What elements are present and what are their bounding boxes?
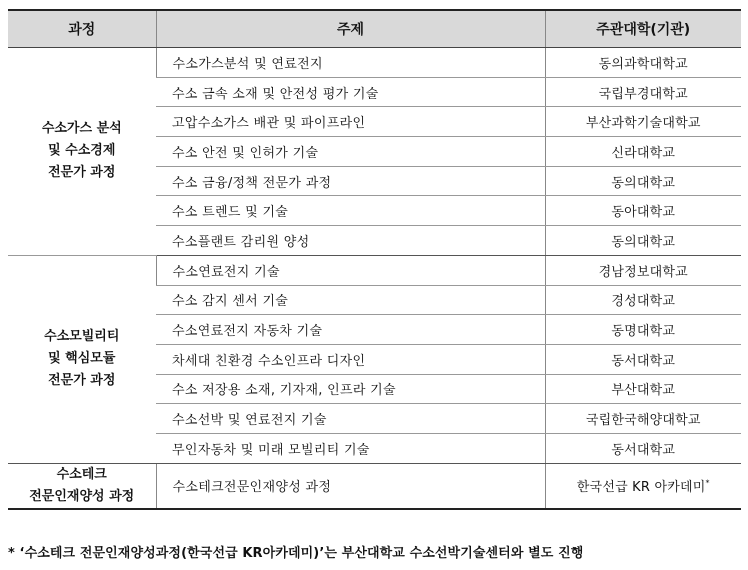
course-line: 및 수소경제	[48, 143, 116, 159]
course-line: 전문가 과정	[48, 165, 116, 181]
org-cell: 동서대학교	[545, 433, 741, 463]
topic-cell: 수소 트렌드 및 기술	[156, 196, 545, 226]
header-org: 주관대학(기관)	[545, 10, 741, 48]
org-cell: 경남정보대학교	[545, 255, 741, 285]
course-line: 수소가스 분석	[41, 121, 122, 137]
course-cell	[8, 463, 156, 509]
topic-cell: 수소 감지 센서 기술	[156, 285, 545, 315]
org-cell: 동의과학대학교	[545, 48, 741, 78]
org-cell: 국립부경대학교	[545, 77, 741, 107]
org-cell: 동의대학교	[545, 226, 741, 256]
topic-cell: 고압수소가스 배관 및 파이프라인	[156, 107, 545, 137]
org-cell: 부산과학기술대학교	[545, 107, 741, 137]
org-name: 한국선급 KR 아카데미	[576, 480, 706, 496]
topic-cell: 수소 금속 소재 및 안전성 평가 기술	[156, 77, 545, 107]
org-footnote-mark: *	[705, 478, 710, 488]
course-line: 수소모빌리티	[44, 329, 120, 345]
table-header-row	[8, 10, 741, 48]
topic-cell: 수소연료전지 기술	[156, 255, 545, 285]
topic-cell: 차세대 친환경 수소인프라 디자인	[156, 344, 545, 374]
topic-cell: 수소연료전지 자동차 기술	[156, 315, 545, 345]
topic-cell: 무인자동차 및 미래 모빌리티 기술	[156, 433, 545, 463]
org-cell: 신라대학교	[545, 137, 741, 167]
course-line: 전문가 과정	[48, 373, 116, 389]
course-cell	[8, 255, 156, 463]
org-cell: 동명대학교	[545, 315, 741, 345]
header-course: 과정	[8, 10, 156, 48]
footnote: * ‘수소테크 전문인재양성과정(한국선급 KR아카데미)’는 부산대학교 수소선박기술센터와 별도 진행	[8, 546, 584, 561]
topic-cell: 수소플랜트 감리원 양성	[156, 226, 545, 256]
topic-cell: 수소테크전문인재양성 과정	[156, 463, 545, 509]
org-cell: 동의대학교	[545, 166, 741, 196]
program-table	[8, 9, 741, 510]
course-line: 및 핵심모듈	[48, 351, 116, 367]
topic-cell: 수소 저장용 소재, 기자재, 인프라 기술	[156, 374, 545, 404]
table-row	[8, 463, 741, 509]
table-row	[8, 255, 741, 285]
topic-cell: 수소 안전 및 인허가 기술	[156, 137, 545, 167]
topic-cell: 수소 금융/정책 전문가 과정	[156, 166, 545, 196]
course-cell	[8, 48, 156, 256]
topic-cell: 수소가스분석 및 연료전지	[156, 48, 545, 78]
course-line: 수소테크	[56, 466, 107, 482]
header-topic: 주제	[156, 10, 545, 48]
course-line: 전문인재양성 과정	[29, 488, 135, 504]
org-cell: 국립한국해양대학교	[545, 404, 741, 434]
org-cell	[545, 463, 741, 509]
topic-cell: 수소선박 및 연료전지 기술	[156, 404, 545, 434]
org-cell: 동아대학교	[545, 196, 741, 226]
org-cell: 경성대학교	[545, 285, 741, 315]
org-cell: 부산대학교	[545, 374, 741, 404]
table-row	[8, 48, 741, 78]
org-cell: 동서대학교	[545, 344, 741, 374]
